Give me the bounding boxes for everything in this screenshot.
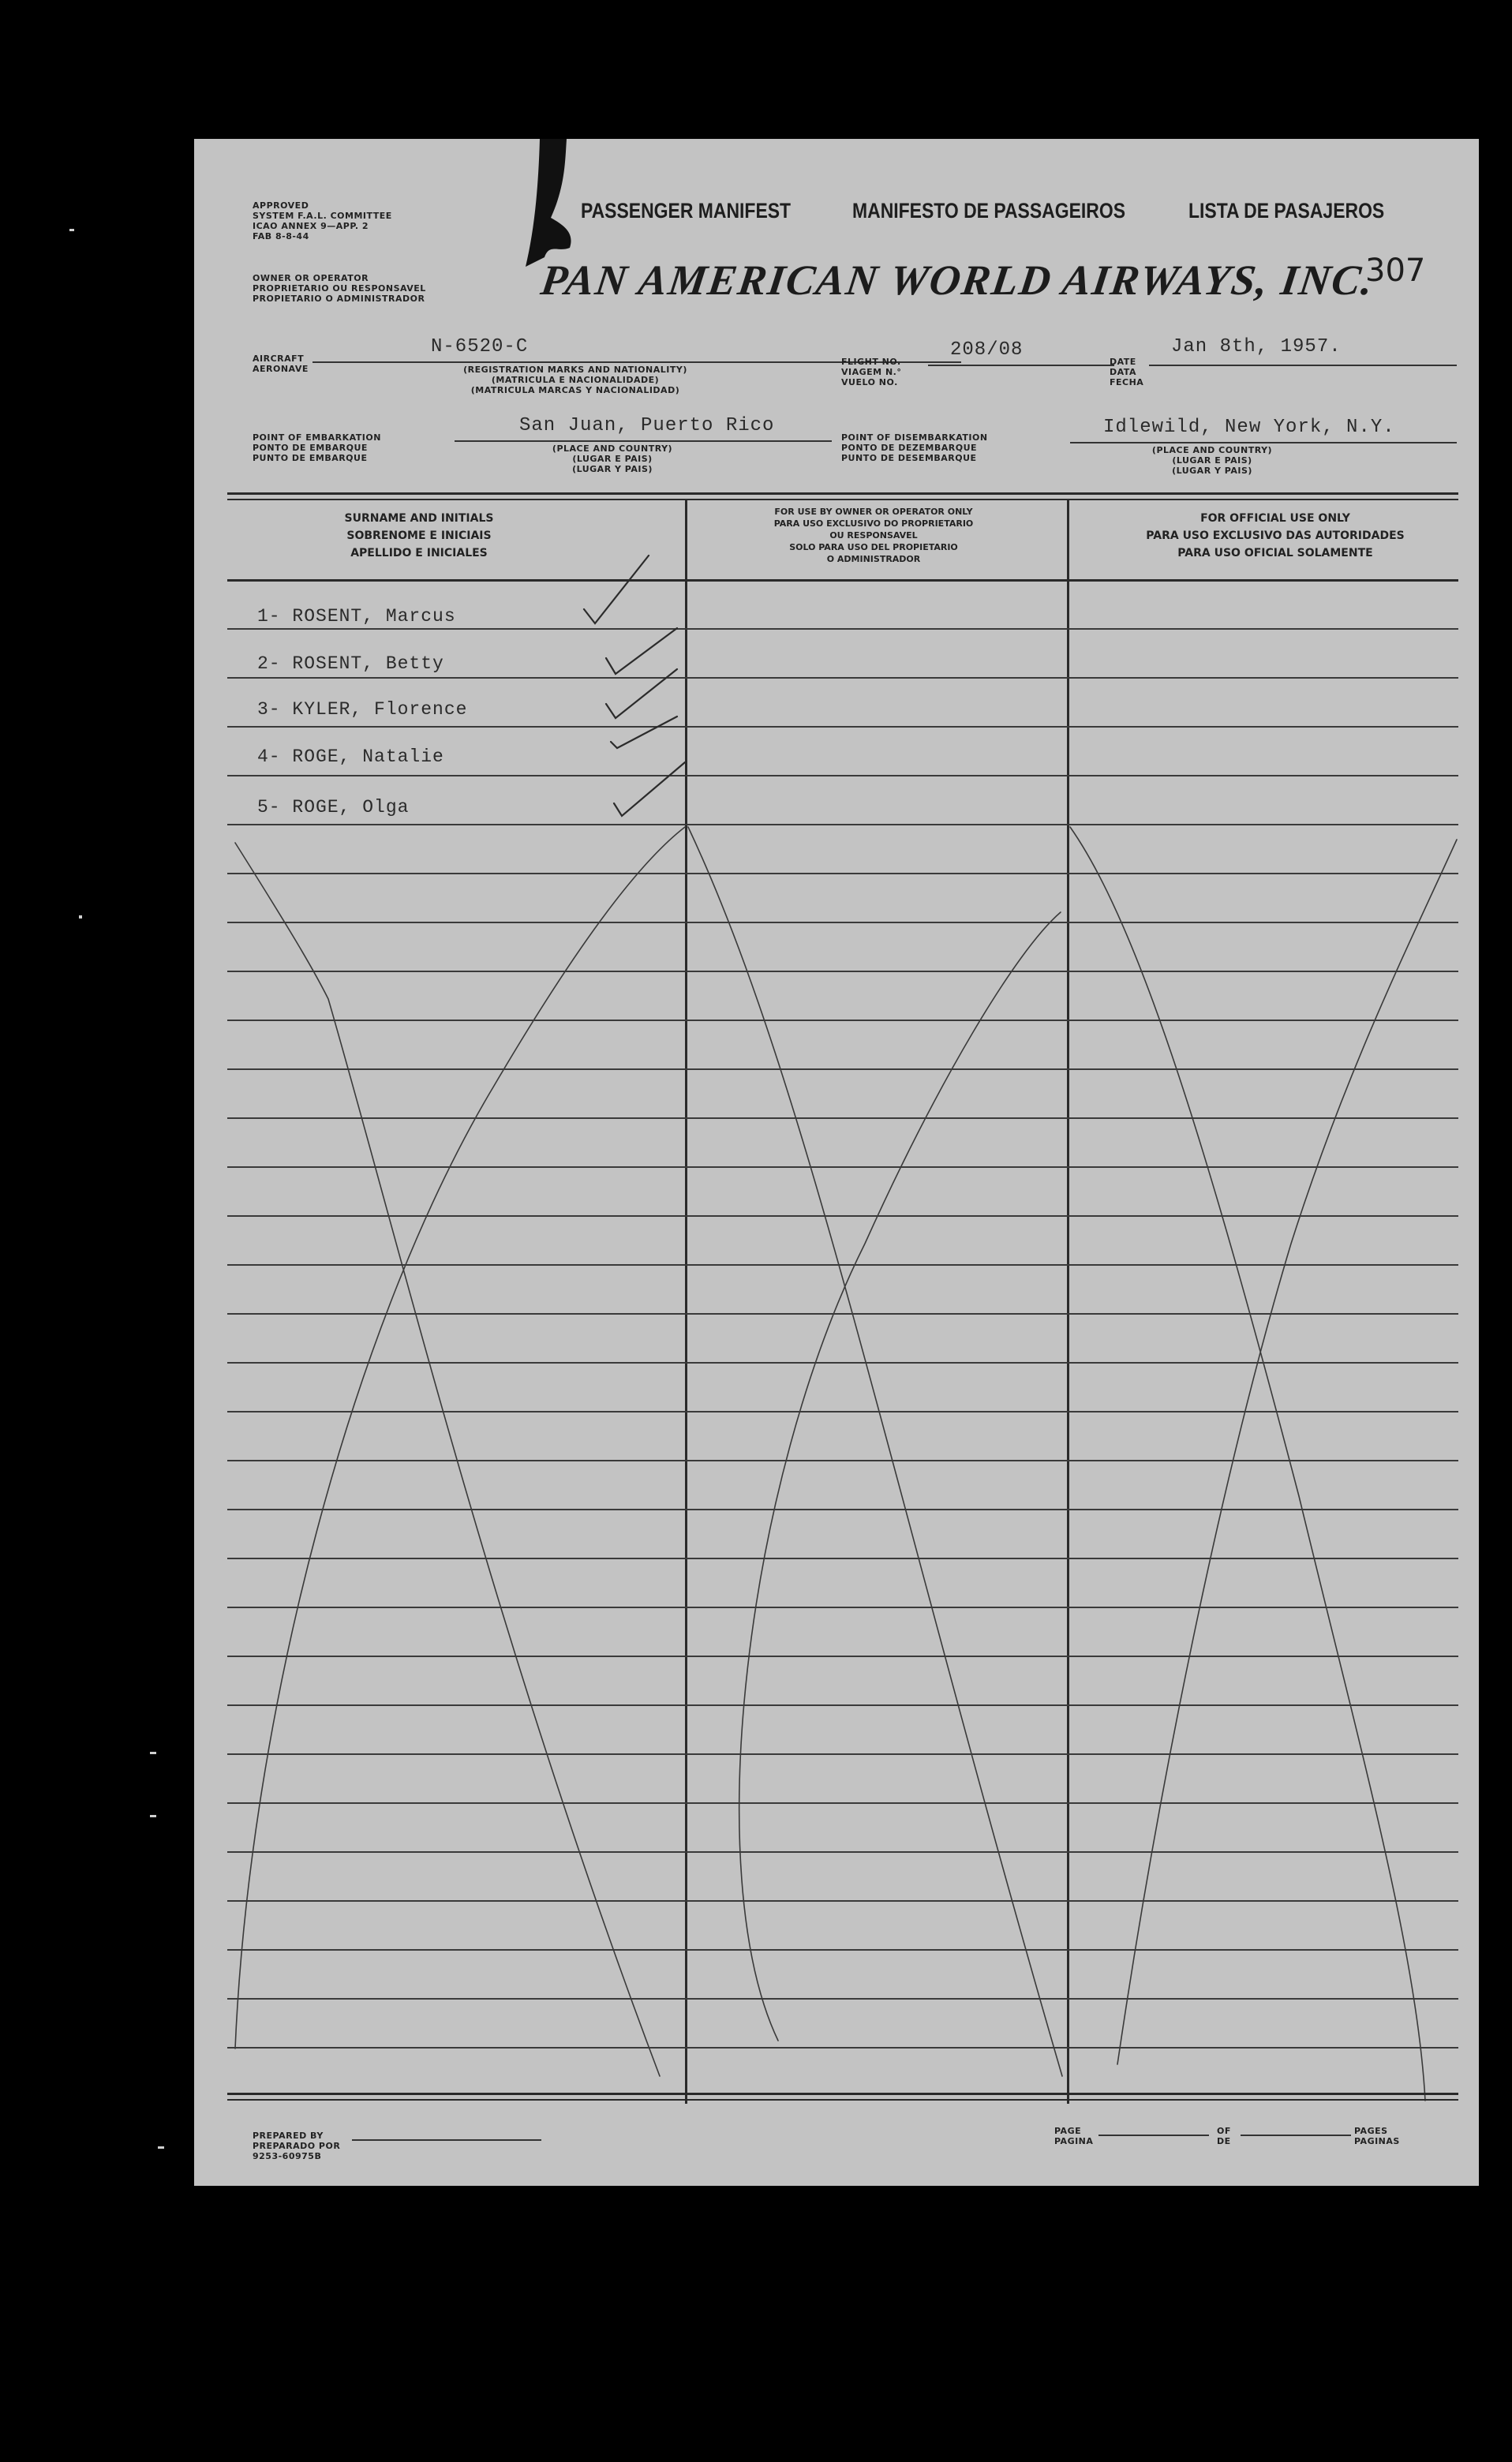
of-label xyxy=(1217,2126,1231,2146)
embarkation-note-en: (PLACE AND COUNTRY) xyxy=(552,443,673,454)
film-speck xyxy=(150,1752,156,1754)
approval-line: SYSTEM F.A.L. COMMITTEE xyxy=(253,211,392,221)
embarkation-note-es: (LUGAR Y PAIS) xyxy=(572,464,653,474)
title-spanish: LISTA DE PASAJEROS xyxy=(1188,199,1385,223)
approval-line: ICAO ANNEX 9—APP. 2 xyxy=(253,221,369,231)
passenger-entry: 1- ROSENT, Marcus xyxy=(257,606,456,627)
check-mark xyxy=(611,717,677,748)
column-header-line: PARA USO EXCLUSIVO DO PROPRIETARIO xyxy=(773,518,974,529)
of-underline xyxy=(1241,2135,1351,2136)
passenger-entry: 4- ROGE, Natalie xyxy=(257,746,444,767)
aircraft-note-en: (REGISTRATION MARKS AND NATIONALITY) xyxy=(463,365,687,375)
check-mark xyxy=(584,556,649,623)
disembarkation-note-en: (PLACE AND COUNTRY) xyxy=(1151,445,1273,455)
pages-label-pt: PAGINAS xyxy=(1354,2136,1400,2146)
date-label-es: FECHA xyxy=(1110,377,1144,387)
date-label-pt: DATA xyxy=(1110,367,1136,377)
check-mark xyxy=(606,669,677,718)
page-label-pt: PAGINA xyxy=(1054,2136,1094,2146)
column-header-line: APELLIDO E INICIALES xyxy=(350,547,488,559)
flight-label-en: FLIGHT NO. xyxy=(841,357,901,367)
owner-label-pt: PROPRIETARIO OU RESPONSAVEL xyxy=(253,283,426,294)
form-number: 9253-60975B xyxy=(253,2151,322,2161)
check-mark xyxy=(606,628,677,674)
aircraft-label-pt: AERONAVE xyxy=(253,364,309,374)
title-portuguese: MANIFESTO DE PASSAGEIROS xyxy=(852,199,1126,223)
prepared-label-pt: PREPARADO POR xyxy=(253,2141,341,2151)
column-header-line: FOR OFFICIAL USE ONLY xyxy=(1200,512,1350,525)
flight-label-pt: VIAGEM N.° xyxy=(841,367,902,377)
aircraft-value: N-6520-C xyxy=(431,336,529,357)
aircraft-note-pt: (MATRICULA E NACIONALIDADE) xyxy=(491,375,660,385)
embarkation-label-es: PUNTO DE EMBARQUE xyxy=(253,453,368,463)
approval-line: APPROVED xyxy=(253,200,309,211)
column-header-line: SURNAME AND INITIALS xyxy=(344,512,494,525)
page-label xyxy=(1054,2126,1093,2146)
of-label-pt: DE xyxy=(1217,2136,1231,2146)
cancel-stroke xyxy=(688,827,1062,2076)
embarkation-label-pt: PONTO DE EMBARQUE xyxy=(253,443,368,453)
column-header-line: FOR USE BY OWNER OR OPERATOR ONLY xyxy=(774,507,973,517)
prepared-by-block xyxy=(253,2131,340,2161)
film-speck xyxy=(79,915,82,919)
pages-label xyxy=(1354,2126,1400,2146)
date-label-en: DATE xyxy=(1110,357,1136,367)
handwriting-overlay xyxy=(194,139,1479,2186)
table-bottom-rule xyxy=(227,2093,1458,2095)
column-header-line: SOLO PARA USO DEL PROPIETARIO xyxy=(789,542,958,552)
film-speck xyxy=(158,2146,164,2149)
prepared-label-en: PREPARED BY xyxy=(253,2131,324,2141)
film-speck xyxy=(150,1815,156,1817)
disembarkation-value: Idlewild, New York, N.Y. xyxy=(1103,417,1395,438)
embarkation-value: San Juan, Puerto Rico xyxy=(519,415,775,436)
disembarkation-label-pt: PONTO DE DEZEMBARQUE xyxy=(841,443,978,453)
prepared-underline xyxy=(352,2139,541,2141)
flight-value: 208/08 xyxy=(950,339,1024,361)
check-mark xyxy=(614,762,685,816)
passenger-entry: 5- ROGE, Olga xyxy=(257,797,410,818)
cancel-stroke xyxy=(235,827,685,2049)
aircraft-note-es: (MATRICULA MARCAS Y NACIONALIDAD) xyxy=(470,385,680,395)
column-header-line: SOBRENOME E INICIAIS xyxy=(346,529,492,542)
passenger-entry: 2- ROSENT, Betty xyxy=(257,653,444,674)
passenger-entry: 3- KYLER, Florence xyxy=(257,699,468,720)
column-header-line: O ADMINISTRADOR xyxy=(826,554,921,564)
approval-line: FAB 8-8-44 xyxy=(253,231,309,241)
embarkation-label-en: POINT OF EMBARKATION xyxy=(253,432,381,443)
disembarkation-note-pt: (LUGAR E PAIS) xyxy=(1172,455,1252,466)
column-header-line: PARA USO OFICIAL SOLAMENTE xyxy=(1177,547,1373,559)
aircraft-label-en: AIRCRAFT xyxy=(253,354,305,364)
of-label-en: OF xyxy=(1217,2126,1231,2136)
tear-mark xyxy=(526,139,571,267)
disembarkation-note-es: (LUGAR Y PAIS) xyxy=(1172,466,1252,476)
disembarkation-label-en: POINT OF DISEMBARKATION xyxy=(841,432,988,443)
cancel-stroke xyxy=(235,843,660,2076)
pages-label-en: PAGES xyxy=(1354,2126,1388,2136)
owner-label-en: OWNER OR OPERATOR xyxy=(253,273,369,283)
column-header-line: OU RESPONSAVEL xyxy=(829,530,918,541)
cancel-stroke xyxy=(739,912,1061,2041)
column-header-line: PARA USO EXCLUSIVO DAS AUTORIDADES xyxy=(1146,529,1405,542)
embarkation-note-pt: (LUGAR E PAIS) xyxy=(572,454,653,464)
table-bottom-rule xyxy=(227,2099,1458,2101)
disembarkation-label-es: PUNTO DE DESEMBARQUE xyxy=(841,453,977,463)
title-english: PASSENGER MANIFEST xyxy=(581,199,792,223)
owner-label-es: PROPIETARIO O ADMINISTRADOR xyxy=(253,294,425,304)
cancel-stroke xyxy=(1070,827,1425,2101)
page-label-en: PAGE xyxy=(1054,2126,1082,2136)
flight-label-es: VUELO NO. xyxy=(841,377,898,387)
manifest-paper xyxy=(194,139,1479,2186)
date-value: Jan 8th, 1957. xyxy=(1171,336,1342,357)
page-underline xyxy=(1098,2135,1209,2136)
owner-value: PAN AMERICAN WORLD AIRWAYS, INC. xyxy=(537,256,1378,304)
page-number: 307 xyxy=(1365,253,1426,289)
film-speck xyxy=(69,229,74,231)
